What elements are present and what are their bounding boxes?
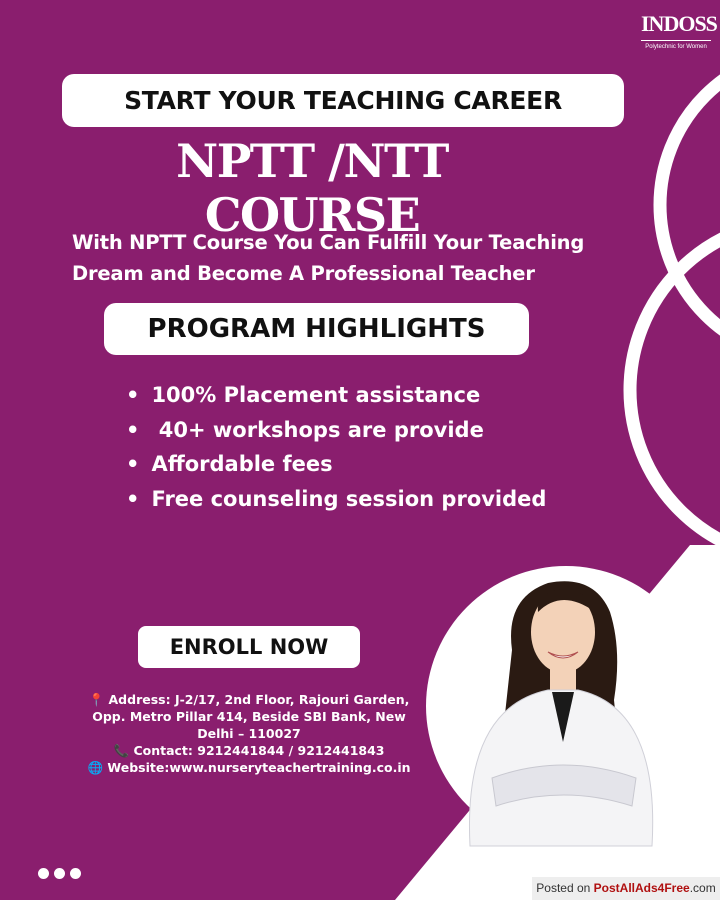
highlight-item: • Affordable fees [126,447,546,482]
website-line [74,759,424,776]
contact-block [74,691,424,776]
dot [70,868,81,879]
dot [54,868,65,879]
dot [38,868,49,879]
dots-decoration [38,868,81,879]
course-title: NPTT /NTT COURSE [176,134,448,242]
phone-line [74,742,424,759]
watermark-suffix: .com [689,881,716,895]
phone-text: Contact: 9212441844 / 9212441843 [133,743,385,758]
subtitle-line-1: With NPTT Course You Can Fulfill Your Teaching [72,231,585,254]
website-text[interactable]: Website:www.nurseryteachertraining.co.in [107,760,411,775]
address-text: Address: J-2/17, 2nd Floor, Rajouri Garden, Opp. Metro Pillar 414, Beside SBI Bank, New Delhi – 110027 [92,692,410,741]
logo-tagline: Polytechnic for Women [645,44,707,50]
watermark [532,877,720,900]
highlight-item: • 100% Placement assistance [126,378,546,413]
start-career-banner: START YOUR TEACHING CAREER [62,74,624,127]
enroll-now-button[interactable]: ENROLL NOW [138,626,360,668]
subtitle-line-2: Dream and Become A Professional Teacher [72,262,535,285]
globe-icon: 🌐 [87,760,104,775]
program-highlights-heading: PROGRAM HIGHLIGHTS [104,303,529,355]
highlight-item: • 40+ workshops are provide [126,413,546,448]
highlight-item: • Free counseling session provided [126,482,546,517]
logo-word: INDOSS [641,12,711,41]
address-line [74,691,424,742]
decorative-ring-upper [660,50,720,360]
subtitle [72,227,672,289]
location-pin-icon: 📍 [88,692,105,707]
watermark-prefix: Posted on [536,881,591,895]
watermark-site: PostAllAds4Free [593,881,690,895]
brand-logo [641,11,717,50]
highlights-list [126,378,546,516]
phone-icon: 📞 [113,743,130,758]
